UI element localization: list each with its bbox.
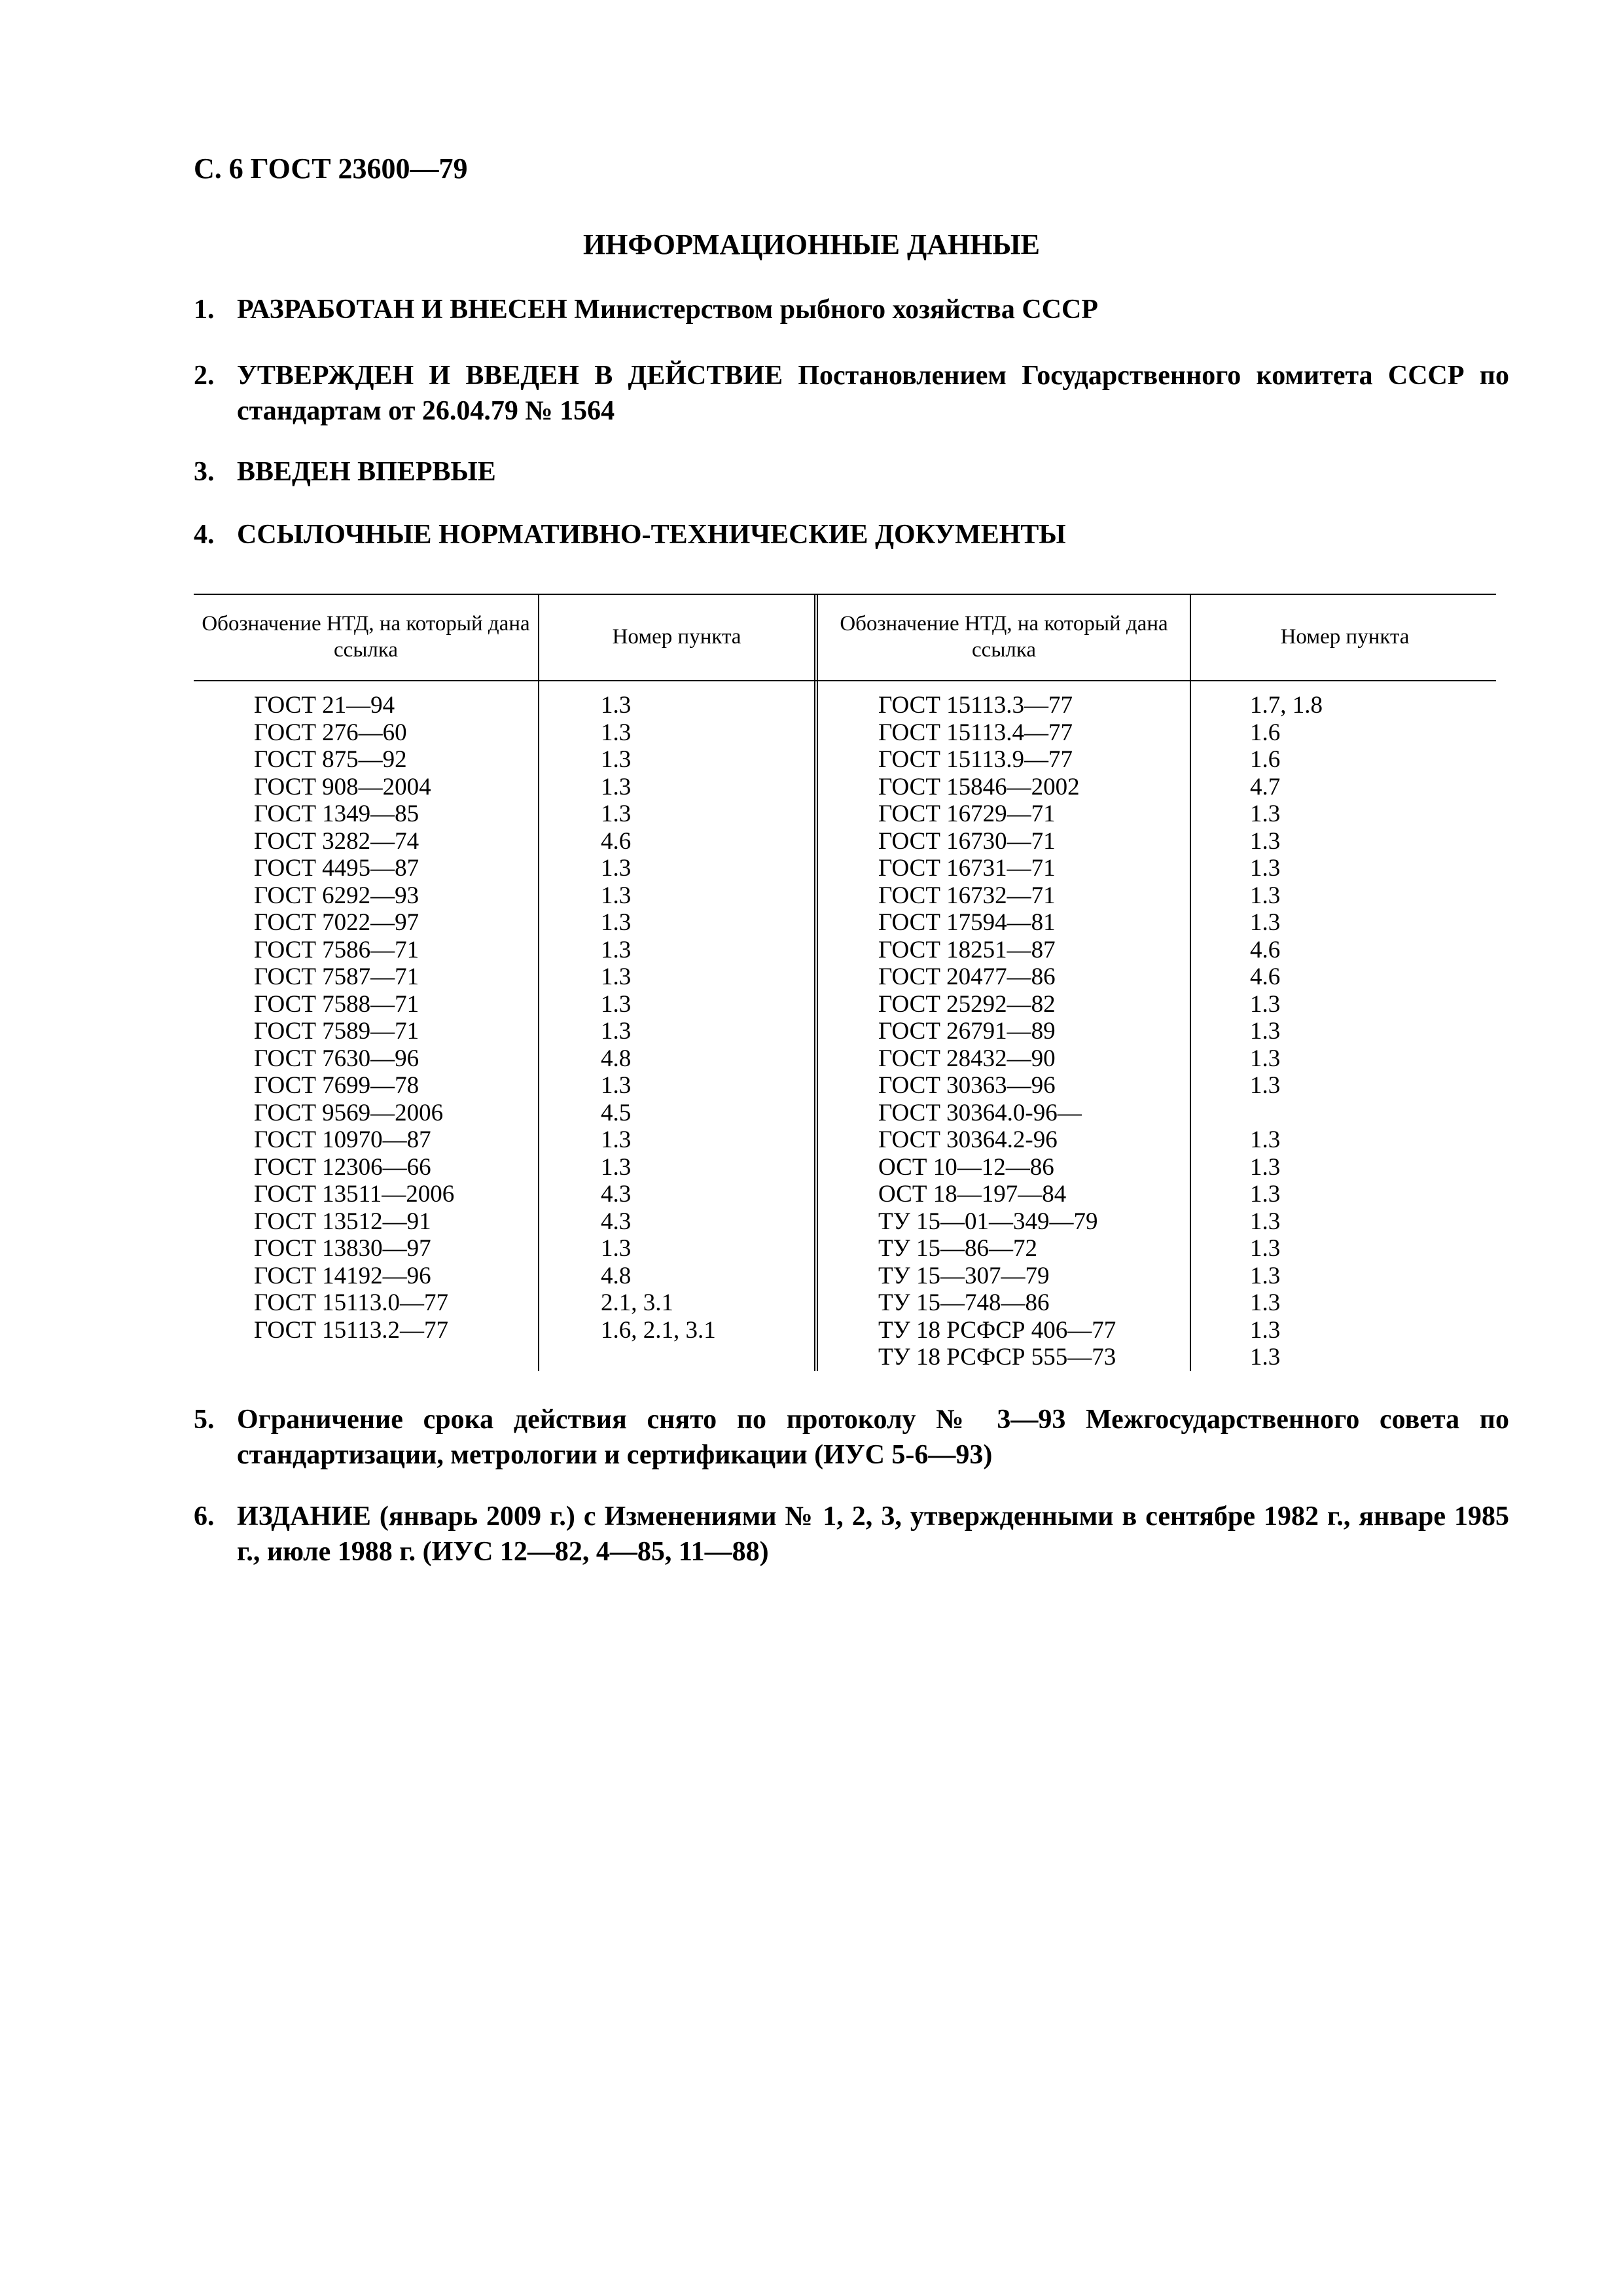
- clause-number: 1.3: [1250, 1289, 1281, 1316]
- item-number: 2.: [194, 361, 215, 391]
- clause-number: 4.3: [601, 1208, 632, 1235]
- info-item-5: [194, 1402, 1509, 1473]
- doc-designation: ГОСТ 15113.4—77: [878, 719, 1073, 746]
- doc-designation: ГОСТ 3282—74: [254, 827, 419, 855]
- doc-designation: ТУ 15—748—86: [878, 1289, 1050, 1316]
- table-header-doc-right: Обозначение НТД, на который дана ссылка: [840, 612, 1168, 662]
- item-number: 5.: [194, 1405, 215, 1435]
- right-point-column: [1250, 692, 1323, 1371]
- clause-number: 1.6: [1250, 746, 1281, 773]
- clause-number: 1.3: [601, 692, 632, 719]
- doc-designation: ОСТ 10—12—86: [878, 1153, 1054, 1181]
- doc-designation: ГОСТ 15846—2002: [878, 773, 1080, 800]
- clause-number: 1.3: [1250, 990, 1281, 1018]
- info-item-6: [194, 1499, 1509, 1570]
- clause-number: 1.3: [1250, 1153, 1281, 1181]
- doc-designation: ГОСТ 7699—78: [254, 1072, 419, 1099]
- doc-designation: ГОСТ 13512—91: [254, 1208, 431, 1235]
- left-point-column: [601, 692, 716, 1344]
- table-header-rule: [194, 680, 1496, 681]
- info-item-1: [194, 292, 1509, 327]
- doc-designation: ГОСТ 4495—87: [254, 855, 419, 882]
- item-number: 6.: [194, 1501, 215, 1532]
- doc-designation: ГОСТ 7630—96: [254, 1045, 419, 1072]
- column-divider: [1190, 594, 1191, 1371]
- doc-designation: ГОСТ 13511—2006: [254, 1181, 455, 1208]
- doc-designation: ГОСТ 6292—93: [254, 882, 419, 909]
- clause-number: 1.3: [1250, 1235, 1281, 1262]
- clause-number: 1.3: [601, 855, 632, 882]
- item-number: 3.: [194, 457, 215, 487]
- doc-designation: ГОСТ 7586—71: [254, 936, 419, 963]
- doc-designation: ГОСТ 16732—71: [878, 882, 1056, 909]
- left-doc-column: [254, 692, 454, 1344]
- clause-number: 1.3: [601, 1126, 632, 1153]
- doc-designation: ГОСТ 14192—96: [254, 1262, 431, 1289]
- item-text: ИЗДАНИЕ (январь 2009 г.) с Изменениями № 1, 2, 3, утвержденными в сентябре 1982 г., январе 1985 г., июле 1988 г. (ИУС 12—82, 4—85, 11—88): [237, 1501, 1509, 1567]
- doc-designation: ТУ 15—86—72: [878, 1235, 1038, 1262]
- table-header-doc-left: Обозначение НТД, на который дана ссылка: [202, 612, 530, 662]
- doc-designation: ГОСТ 15113.3—77: [878, 692, 1073, 719]
- doc-designation: ГОСТ 276—60: [254, 719, 407, 746]
- doc-designation: ГОСТ 13830—97: [254, 1235, 431, 1262]
- clause-number: 1.3: [1250, 827, 1281, 855]
- clause-number: 1.3: [601, 936, 632, 963]
- clause-number: 1.3: [1250, 909, 1281, 936]
- doc-designation: ГОСТ 30364.2-96: [878, 1126, 1058, 1153]
- clause-number: 1.3: [601, 990, 632, 1018]
- clause-number: 1.3: [1250, 800, 1281, 827]
- clause-number: 4.3: [601, 1181, 632, 1208]
- doc-designation: ГОСТ 17594—81: [878, 909, 1056, 936]
- item-text: РАЗРАБОТАН И ВНЕСЕН Министерством рыбного хозяйства СССР: [237, 295, 1098, 325]
- doc-designation: ГОСТ 7022—97: [254, 909, 419, 936]
- clause-number: 1.3: [601, 1018, 632, 1045]
- doc-designation: ГОСТ 15113.2—77: [254, 1316, 449, 1344]
- clause-number: 1.3: [1250, 855, 1281, 882]
- doc-designation: ГОСТ 16729—71: [878, 800, 1056, 827]
- item-number: 4.: [194, 520, 215, 550]
- clause-number: 1.3: [601, 963, 632, 990]
- doc-designation: ТУ 18 РСФСР 406—77: [878, 1316, 1116, 1344]
- clause-number: 1.3: [601, 1235, 632, 1262]
- clause-number: 1.3: [601, 882, 632, 909]
- doc-designation: ГОСТ 9569—2006: [254, 1099, 444, 1126]
- clause-number: 1.3: [1250, 1208, 1281, 1235]
- item-text: Ограничение срока действия снято по протоколу № 3—93 Межгосударственного совета по стандартизации, метрологии и сертификации (ИУС 5-6—93): [237, 1405, 1509, 1470]
- doc-designation: ГОСТ 7588—71: [254, 990, 419, 1018]
- clause-number: 1.3: [601, 1072, 632, 1099]
- clause-number: 1.3: [601, 800, 632, 827]
- doc-designation: ГОСТ 15113.0—77: [254, 1289, 449, 1316]
- doc-designation: ГОСТ 26791—89: [878, 1018, 1056, 1045]
- column-divider: [538, 594, 539, 1371]
- item-text: ВВЕДЕН ВПЕРВЫЕ: [237, 457, 496, 487]
- doc-designation: ГОСТ 25292—82: [878, 990, 1056, 1018]
- clause-number: 1.3: [1250, 882, 1281, 909]
- clause-number: 4.8: [601, 1262, 632, 1289]
- doc-designation: ГОСТ 908—2004: [254, 773, 431, 800]
- doc-designation: ГОСТ 20477—86: [878, 963, 1056, 990]
- info-item-3: [194, 454, 1509, 490]
- doc-designation: ГОСТ 30364.0-96—: [878, 1099, 1082, 1126]
- reference-documents-table: [194, 594, 1496, 1371]
- doc-designation: ТУ 18 РСФСР 555—73: [878, 1344, 1116, 1371]
- clause-number: 1.3: [1250, 1262, 1281, 1289]
- clause-number: 1.3: [1250, 1126, 1281, 1153]
- table-header-point-right: Номер пункта: [1280, 625, 1410, 649]
- clause-number: [1250, 1100, 1323, 1127]
- info-item-4: [194, 517, 1509, 552]
- doc-designation: ГОСТ 16730—71: [878, 827, 1056, 855]
- doc-designation: ГОСТ 30363—96: [878, 1072, 1056, 1099]
- clause-number: 2.1, 3.1: [601, 1289, 673, 1316]
- clause-number: 4.7: [1250, 773, 1281, 800]
- doc-designation: ТУ 15—307—79: [878, 1262, 1050, 1289]
- clause-number: 1.3: [1250, 1045, 1281, 1072]
- clause-number: 1.6, 2.1, 3.1: [601, 1316, 716, 1344]
- clause-number: 1.3: [1250, 1181, 1281, 1208]
- clause-number: 1.3: [1250, 1018, 1281, 1045]
- info-item-2: [194, 358, 1509, 429]
- clause-number: 1.3: [1250, 1316, 1281, 1344]
- item-text: ССЫЛОЧНЫЕ НОРМАТИВНО-ТЕХНИЧЕСКИЕ ДОКУМЕНТЫ: [237, 520, 1066, 550]
- doc-designation: ГОСТ 10970—87: [254, 1126, 431, 1153]
- clause-number: 1.3: [601, 773, 632, 800]
- clause-number: 4.8: [601, 1045, 632, 1072]
- page-header: С. 6 ГОСТ 23600—79: [194, 152, 468, 185]
- clause-number: 4.6: [601, 827, 632, 855]
- clause-number: 1.7, 1.8: [1250, 692, 1323, 719]
- doc-designation: ГОСТ 18251—87: [878, 936, 1056, 963]
- doc-designation: ГОСТ 28432—90: [878, 1045, 1056, 1072]
- doc-designation: ГОСТ 7589—71: [254, 1018, 419, 1045]
- doc-designation: ОСТ 18—197—84: [878, 1181, 1067, 1208]
- column-divider: [814, 594, 815, 1371]
- doc-designation: ГОСТ 12306—66: [254, 1153, 431, 1181]
- clause-number: 1.3: [601, 719, 632, 746]
- clause-number: 4.6: [1250, 936, 1281, 963]
- clause-number: 1.3: [601, 746, 632, 773]
- clause-number: 1.3: [1250, 1344, 1281, 1371]
- column-divider: [817, 594, 818, 1371]
- doc-designation: ГОСТ 1349—85: [254, 800, 419, 827]
- clause-number: 1.3: [601, 909, 632, 936]
- clause-number: 1.3: [601, 1153, 632, 1181]
- right-doc-column: [878, 692, 1116, 1371]
- clause-number: 1.3: [1250, 1072, 1281, 1099]
- clause-number: 1.6: [1250, 719, 1281, 746]
- item-number: 1.: [194, 295, 215, 325]
- doc-designation: ГОСТ 7587—71: [254, 963, 419, 990]
- doc-designation: ГОСТ 16731—71: [878, 855, 1056, 882]
- doc-designation: ТУ 15—01—349—79: [878, 1208, 1098, 1235]
- doc-designation: ГОСТ 21—94: [254, 692, 395, 719]
- clause-number: 4.5: [601, 1099, 632, 1126]
- clause-number: 4.6: [1250, 963, 1281, 990]
- table-header-point-left: Номер пункта: [612, 625, 741, 649]
- item-text: УТВЕРЖДЕН И ВВЕДЕН В ДЕЙСТВИЕ Постановлением Государственного комитета СССР по стандартам от 26.04.79 № 1564: [237, 361, 1509, 426]
- doc-designation: ГОСТ 15113.9—77: [878, 746, 1073, 773]
- document-title: ИНФОРМАЦИОННЫЕ ДАННЫЕ: [582, 228, 1041, 260]
- doc-designation: ГОСТ 875—92: [254, 746, 407, 773]
